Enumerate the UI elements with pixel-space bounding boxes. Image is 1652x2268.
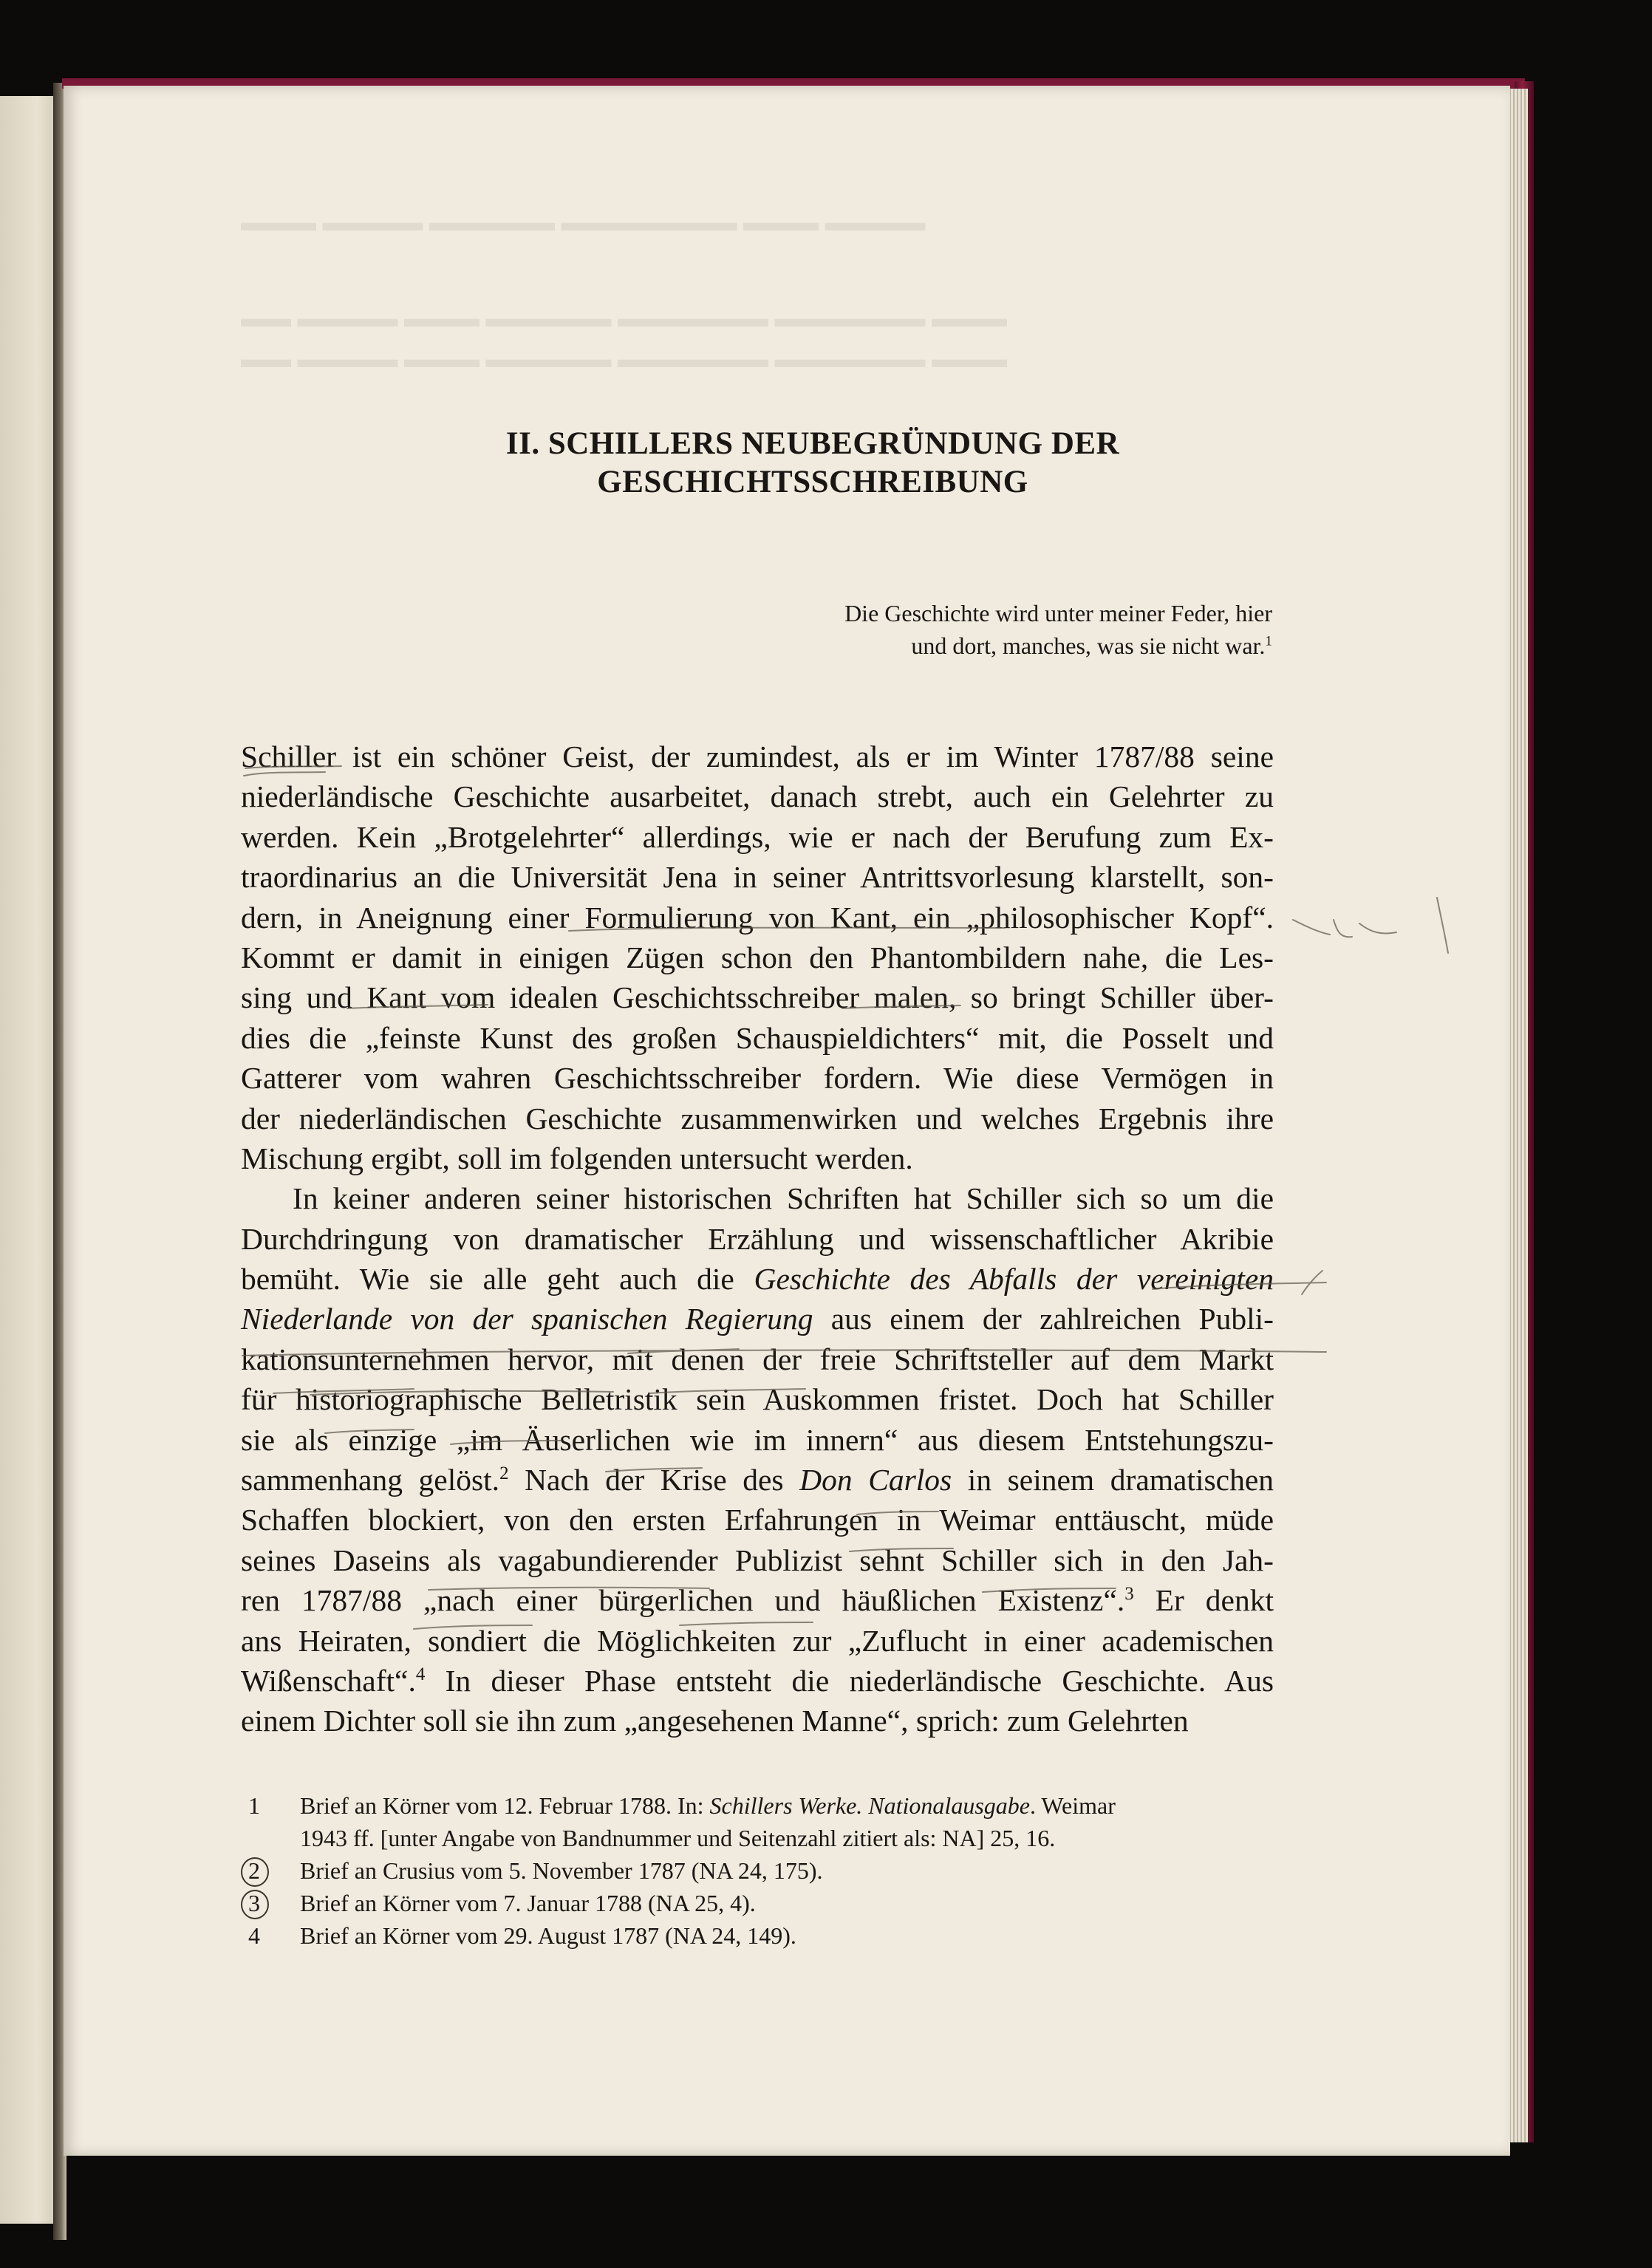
text-segment: In keiner anderen seiner historischen Schriften hat Schiller sich so um die <box>293 1181 1274 1216</box>
text-segment: Brief an Crusius vom 5. November 1787 (NA 24, 175). <box>300 1857 823 1884</box>
epigraph-line-2 <box>665 629 1272 662</box>
text-segment: traordinarius an die Universität Jena in seiner Antrittsvorlesung klarstellt, son- <box>241 860 1274 895</box>
text-line <box>241 776 1274 816</box>
text-segment: kationsunternehmen hervor, mit denen der freie Schriftsteller auf dem Markt <box>241 1342 1274 1376</box>
text-segment: Schiller ist ein schöner Geist, der zumindest, als er im Winter 1787/88 seine <box>241 740 1274 773</box>
footnote <box>241 1789 1283 1822</box>
text-segment: Brief an Körner vom 7. Januar 1788 (NA 25, 4). <box>300 1890 756 1916</box>
text-segment: dies die „feinste Kunst des großen Schauspieldichters“ mit, die Posselt und <box>241 1020 1274 1055</box>
footnote-number: 1 <box>248 1792 260 1819</box>
text-line <box>241 1420 1274 1460</box>
footnote-text <box>300 1789 1116 1822</box>
footnote <box>241 1854 1283 1887</box>
text-segment: für historiographische Belletristik sein Auskommen fristet. Doch hat Schiller <box>241 1382 1274 1417</box>
text-line <box>241 1500 1274 1540</box>
footnote-number: 3 <box>248 1890 260 1916</box>
text-segment: Mischung ergibt, soll im folgenden untersucht werden. <box>241 1141 913 1175</box>
chapter-title-line-2: GESCHICHTSSCHREIBUNG <box>597 465 1028 499</box>
italic-title: Geschichte des Abfalls der vereinigten <box>754 1262 1274 1297</box>
footnote-text <box>300 1887 756 1919</box>
footnote-number: 4 <box>248 1922 260 1949</box>
epigraph-text: und dort, manches, was sie nicht war. <box>911 632 1266 659</box>
text-line <box>241 1661 1274 1701</box>
text-segment: Durchdringung von dramatischer Erzählung und wissenschaftlicher Akribie <box>241 1221 1274 1256</box>
text-line <box>241 1299 1274 1339</box>
text-segment: Nach der Krise des <box>508 1463 800 1497</box>
text-line <box>241 937 1274 977</box>
footnote-ref: 3 <box>1124 1584 1134 1605</box>
epigraph-line-1: Die Geschichte wird unter meiner Feder, hier <box>844 600 1272 626</box>
text-line <box>241 1540 1274 1580</box>
text-segment: 1943 ff. [unter Angabe von Bandnummer und Seitenzahl zitiert als: NA] 25, 16. <box>300 1825 1056 1851</box>
text-line <box>241 1580 1274 1620</box>
pencil-margin-note <box>1293 898 1448 953</box>
text-line <box>241 1219 1274 1259</box>
text-line <box>241 857 1274 897</box>
text-segment: werden. Kein „Brotgelehrter“ allerdings, wie er nach der Berufung zum Ex- <box>241 819 1274 854</box>
text-line <box>241 898 1274 937</box>
footnote <box>241 1822 1283 1854</box>
text-segment: niederländische Geschichte ausarbeitet, danach strebt, auch ein Gelehrter zu <box>241 779 1274 814</box>
text-segment: dern, in Aneignung einer Formulierung von Kant, ein „philosophischer Kopf“. <box>241 900 1274 935</box>
text-line <box>241 1621 1274 1661</box>
show-through: ▬▬▬ ▬▬▬▬▬▬ ▬▬▬▬▬▬ ▬▬▬▬▬ ▬▬▬ ▬▬▬▬ ▬▬ <box>241 346 1007 373</box>
text-segment: sie als einzige „im Äuserlichen wie im innern“ aus diesem Entstehungszu- <box>241 1422 1274 1457</box>
text-line <box>241 1178 1274 1218</box>
text-line <box>241 1138 1274 1178</box>
text-segment: in seinem dramatischen <box>952 1463 1274 1497</box>
footnote-ref: 1 <box>1265 633 1272 649</box>
text-line <box>241 1018 1274 1058</box>
text-segment: Kommt er damit in einigen Zügen schon den Phantombildern nahe, die Les- <box>241 940 1274 974</box>
italic-title: Don Carlos <box>799 1463 952 1497</box>
footnote-text <box>300 1822 1055 1854</box>
show-through: ▬▬▬ ▬▬▬▬▬▬ ▬▬▬▬▬▬ ▬▬▬▬▬ ▬▬▬ ▬▬▬▬ ▬▬ <box>241 305 1007 332</box>
text-segment: Schaffen blockiert, von den ersten Erfahrungen in Weimar enttäuscht, müde <box>241 1503 1274 1537</box>
footnote <box>241 1919 1283 1952</box>
text-line <box>241 737 1274 776</box>
footnote-ref: 4 <box>415 1664 426 1685</box>
text-segment: Gatterer vom wahren Geschichtsschreiber fordern. Wie diese Vermögen in <box>241 1061 1274 1096</box>
text-segment: Er denkt <box>1133 1583 1274 1618</box>
text-segment: . Weimar <box>1029 1792 1116 1819</box>
text-segment: Wißenschaft“. <box>241 1663 416 1698</box>
text-segment: Brief an Körner vom 29. August 1787 (NA 24, 149). <box>300 1922 796 1949</box>
pencil-circle-mark <box>241 1890 269 1919</box>
chapter-title <box>369 425 1256 502</box>
footnote <box>241 1887 1283 1919</box>
text-segment: ans Heiraten, sondiert die Möglichkeiten zur „Zuflucht in einer academischen <box>241 1623 1274 1658</box>
text-line <box>241 817 1274 857</box>
text-segment: einem Dichter soll sie ihn zum „angesehenen Manne“, sprich: zum Gelehrten <box>241 1704 1189 1738</box>
footnote-ref: 2 <box>499 1463 509 1484</box>
footnote-text <box>300 1854 822 1887</box>
footnote-number: 2 <box>248 1857 260 1884</box>
pencil-circle-mark <box>241 1857 269 1887</box>
text-line <box>241 1460 1274 1500</box>
text-line <box>241 1099 1274 1138</box>
text-line <box>241 1379 1274 1419</box>
text-segment: bemüht. Wie sie alle geht auch die <box>241 1262 754 1297</box>
footnotes <box>241 1789 1283 1952</box>
text-segment: In dieser Phase entsteht die niederländische Geschichte. Aus <box>425 1663 1274 1698</box>
text-line <box>241 1701 1274 1741</box>
text-line <box>241 1339 1274 1379</box>
text-segment: sing und Kant vom idealen Geschichtsschreiber malen, so bringt Schiller über- <box>241 980 1274 1015</box>
text-line <box>241 1259 1274 1299</box>
italic-title: Niederlande von der spanischen Regierung <box>241 1302 813 1336</box>
text-segment: Brief an Körner vom 12. Februar 1788. In: <box>300 1792 710 1819</box>
text-line <box>241 1058 1274 1098</box>
text-segment: ren 1787/88 „nach einer bürgerlichen und häußlichen Existenz“. <box>241 1583 1125 1618</box>
show-through: ▬▬▬▬ ▬▬▬ ▬▬▬▬▬▬▬ ▬▬▬▬▬ ▬▬▬▬ ▬▬▬ <box>241 209 926 236</box>
italic-title: Schillers Werke. Nationalausgabe <box>709 1792 1030 1819</box>
text-segment: aus einem der zahlreichen Publi- <box>813 1302 1274 1336</box>
chapter-title-line-1: II. SCHILLERS NEUBEGRÜNDUNG DER <box>505 426 1120 461</box>
pencil-margin-mark <box>1302 1271 1322 1294</box>
text-line <box>241 977 1274 1017</box>
text-segment: der niederländischen Geschichte zusammenwirken und welches Ergebnis ihre <box>241 1101 1274 1135</box>
body-text <box>241 737 1274 1741</box>
text-segment: sammenhang gelöst. <box>241 1463 500 1497</box>
footnote-text <box>300 1919 796 1952</box>
epigraph <box>665 597 1272 662</box>
text-segment: seines Daseins als vagabundierender Publizist sehnt Schiller sich in den Jah- <box>241 1543 1274 1577</box>
